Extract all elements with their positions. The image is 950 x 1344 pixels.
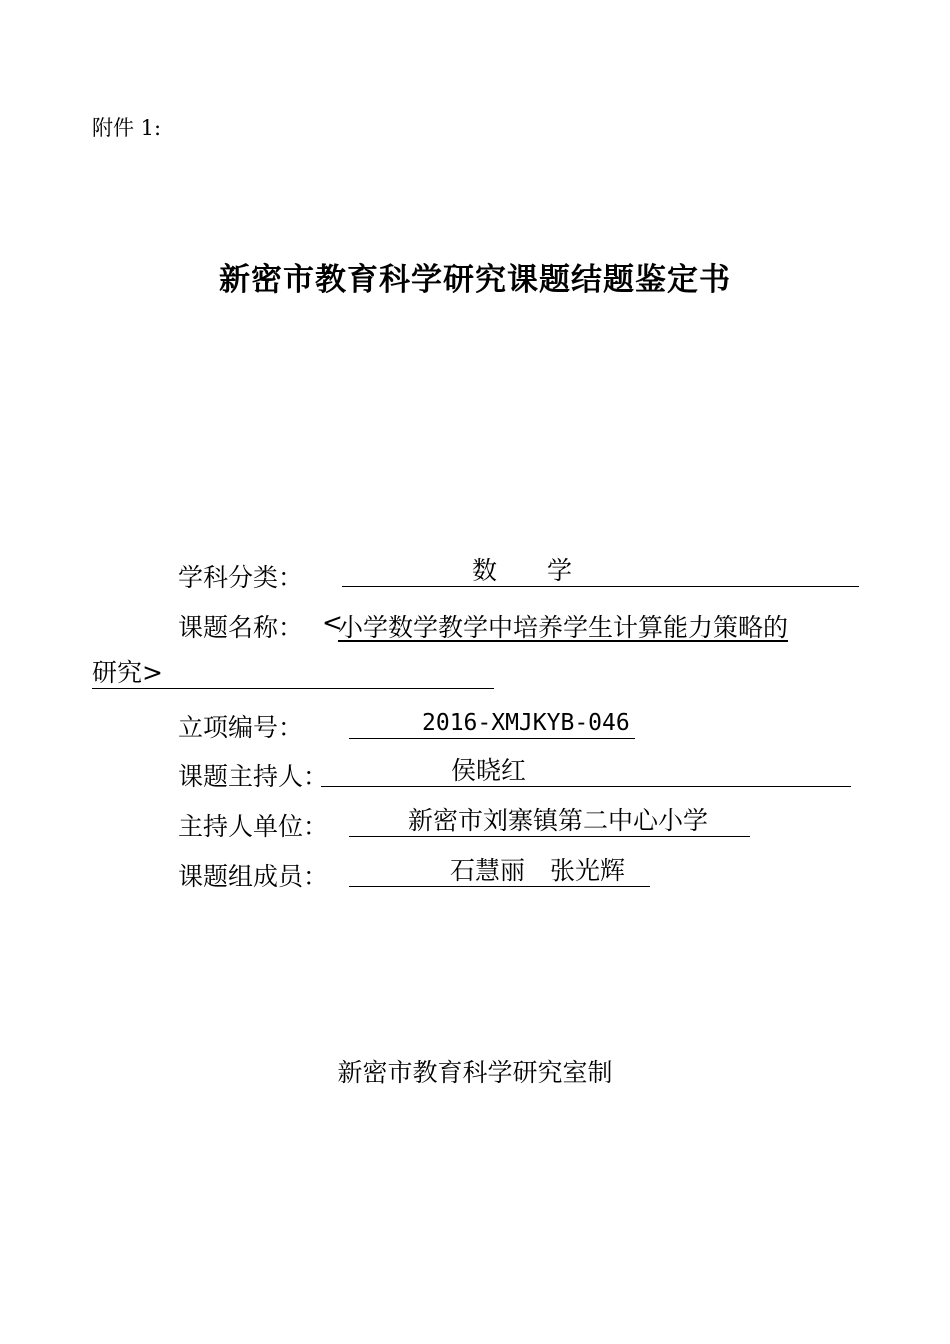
project-no-label: 立项编号： xyxy=(178,713,304,742)
project-no-value-field xyxy=(349,708,635,739)
topic-value-line2: 研究> xyxy=(92,658,163,687)
host-value: 侯晓红 xyxy=(451,756,527,785)
topic-label: 课题名称： xyxy=(178,613,304,642)
document-title: 新密市教育科学研究课题结题鉴定书 xyxy=(219,262,731,298)
subject-label: 学科分类： xyxy=(178,563,304,592)
members-value-field xyxy=(349,856,650,887)
members-label: 课题组成员： xyxy=(178,862,329,891)
subject-value: 数 学 xyxy=(472,556,573,585)
issuer-footer: 新密市教育科学研究室制 xyxy=(337,1058,613,1087)
topic-value-line2-field xyxy=(92,658,494,689)
project-no-value: 2016-XMJKYB-046 xyxy=(422,710,630,736)
host-label: 课题主持人： xyxy=(178,762,329,791)
attachment-label: 附件 1: xyxy=(92,116,162,140)
host-unit-label: 主持人单位： xyxy=(178,812,329,841)
members-value: 石慧丽 张光辉 xyxy=(450,856,626,885)
subject-value-field xyxy=(342,556,859,587)
topic-value-prefix: < xyxy=(322,608,343,637)
host-unit-value: 新密市刘寨镇第二中心小学 xyxy=(408,806,709,835)
topic-value-line1: 小学数学教学中培养学生计算能力策略的 xyxy=(338,613,789,642)
host-value-field xyxy=(321,756,851,787)
host-unit-value-field xyxy=(349,806,750,837)
